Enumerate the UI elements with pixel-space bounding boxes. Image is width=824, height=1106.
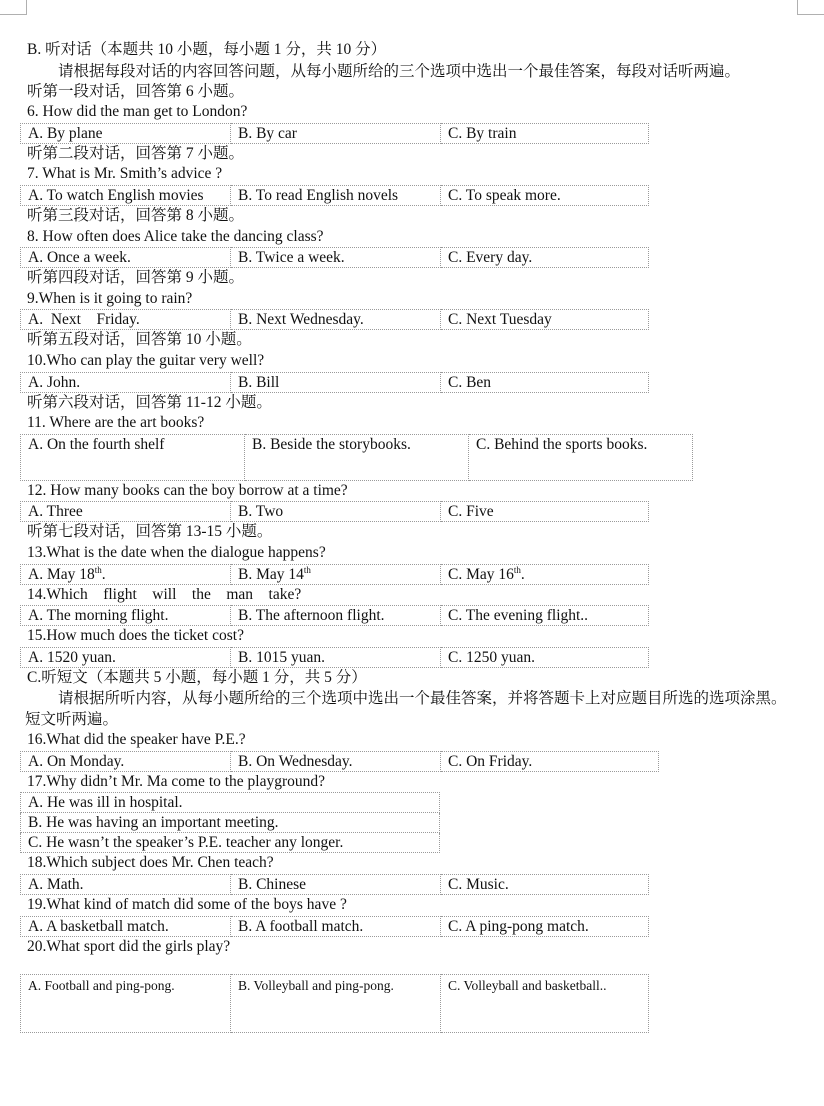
option-c[interactable]: C. Music. xyxy=(441,875,649,895)
question-16: 16.What did the speaker have P.E.? xyxy=(27,731,246,749)
question-19-options xyxy=(20,916,649,937)
option-b[interactable]: B. Two xyxy=(231,502,441,522)
option-b[interactable]: B. Bill xyxy=(231,372,441,392)
page-corner-mark-right xyxy=(797,0,824,15)
option-b[interactable]: B. Twice a week. xyxy=(231,248,441,268)
option-b[interactable] xyxy=(231,564,441,584)
option-b[interactable]: B. 1015 yuan. xyxy=(231,647,441,667)
option-b[interactable]: B. Chinese xyxy=(231,875,441,895)
question-17: 17.Why didn’t Mr. Ma come to the playground? xyxy=(27,772,326,790)
question-18-options xyxy=(20,874,649,895)
option-c-period: . xyxy=(520,565,525,583)
option-a[interactable]: A. He was ill in hospital. xyxy=(21,793,440,813)
question-11: 11. Where are the art books? xyxy=(27,414,205,432)
question-12: 12. How many books can the boy borrow at a time? xyxy=(27,481,348,499)
option-a-period: . xyxy=(101,565,106,583)
question-13-options xyxy=(20,564,649,585)
question-8-options xyxy=(20,247,649,268)
option-a[interactable]: A. Once a week. xyxy=(21,248,231,268)
option-a[interactable]: A. 1520 yuan. xyxy=(21,647,231,667)
question-13: 13.What is the date when the dialogue happens? xyxy=(27,543,326,561)
section-b-title: B. 听对话（本题共 10 小题，每小题 1 分，共 10 分） xyxy=(27,41,387,58)
section-b-instruction: 请根据每段对话的内容回答问题，从每小题所给的三个选项中选出一个最佳答案，每段对话听两遍。 xyxy=(58,62,741,80)
question-10-options xyxy=(20,372,649,393)
ordinal-suffix: th xyxy=(303,564,311,575)
question-7: 7. What is Mr. Smith’s advice ? xyxy=(27,165,223,183)
ordinal-suffix: th xyxy=(94,564,102,575)
question-20-options xyxy=(20,974,649,1033)
question-8: 8. How often does Alice take the dancing class? xyxy=(27,227,324,245)
option-b[interactable]: B. A football match. xyxy=(231,916,441,936)
option-a[interactable]: A. On the fourth shelf xyxy=(21,434,245,480)
option-b[interactable]: B. To read English novels xyxy=(231,185,441,205)
question-18: 18.Which subject does Mr. Chen teach? xyxy=(27,854,274,872)
question-9: 9.When is it going to rain? xyxy=(27,289,193,307)
question-10: 10.Who can play the guitar very well? xyxy=(27,351,265,369)
option-c[interactable]: C. To speak more. xyxy=(441,185,649,205)
option-a[interactable]: A. A basketball match. xyxy=(21,916,231,936)
group-1-instruction: 听第一段对话，回答第 6 小题。 xyxy=(27,82,245,100)
option-c[interactable]: C. On Friday. xyxy=(441,751,659,771)
ordinal-suffix: th xyxy=(513,564,521,575)
question-12-options xyxy=(20,501,649,522)
question-6: 6. How did the man get to London? xyxy=(27,103,248,121)
option-c[interactable]: C. Behind the sports books. xyxy=(469,434,693,480)
option-b[interactable]: B. The afternoon flight. xyxy=(231,606,441,626)
section-c-title: C.听短文（本题共 5 小题，每小题 1 分，共 5 分） xyxy=(27,668,367,686)
option-a[interactable]: A. The morning flight. xyxy=(21,606,231,626)
option-a[interactable]: A. Math. xyxy=(21,875,231,895)
option-c[interactable]: C. Every day. xyxy=(441,248,649,268)
section-c-instruction: 请根据所听内容，从每小题所给的三个选项中选出一个最佳答案，并将答题卡上对应题目所选的选项涂黑。短文听两遍。 xyxy=(25,690,787,729)
question-19: 19.What kind of match did some of the boys have ? xyxy=(27,896,347,914)
group-5-instruction: 听第五段对话，回答第 10 小题。 xyxy=(27,331,252,349)
option-a[interactable]: A. Three xyxy=(21,502,231,522)
option-c[interactable]: C. A ping-pong match. xyxy=(441,916,649,936)
option-a[interactable]: A. To watch English movies xyxy=(21,185,231,205)
option-c[interactable]: C. Five xyxy=(441,502,649,522)
option-a[interactable] xyxy=(21,564,231,584)
question-9-options xyxy=(20,309,649,330)
option-a-text: A. May 18 xyxy=(28,565,95,583)
exam-page xyxy=(27,40,797,1033)
option-b[interactable]: B. On Wednesday. xyxy=(231,751,441,771)
option-c[interactable]: C. He wasn’t the speaker’s P.E. teacher any longer. xyxy=(21,833,440,853)
option-c[interactable] xyxy=(441,564,649,584)
option-b[interactable]: B. Next Wednesday. xyxy=(231,310,441,330)
question-16-options xyxy=(20,751,659,772)
option-b-text: B. May 14 xyxy=(238,565,304,583)
group-4-instruction: 听第四段对话，回答第 9 小题。 xyxy=(27,269,245,287)
group-7-instruction: 听第七段对话，回答第 13-15 小题。 xyxy=(27,523,273,541)
page-corner-mark-left xyxy=(0,0,27,15)
option-a[interactable]: A. On Monday. xyxy=(21,751,231,771)
option-a[interactable]: A. Football and ping-pong. xyxy=(21,975,231,1033)
option-c[interactable]: C. 1250 yuan. xyxy=(441,647,649,667)
option-a[interactable]: A. John. xyxy=(21,372,231,392)
option-c[interactable]: C. By train xyxy=(441,123,649,143)
group-6-instruction: 听第六段对话，回答第 11-12 小题。 xyxy=(27,393,272,411)
question-6-options xyxy=(20,123,649,144)
group-3-instruction: 听第三段对话，回答第 8 小题。 xyxy=(27,206,245,224)
option-c[interactable]: C. The evening flight.. xyxy=(441,606,649,626)
option-a[interactable]: A. By plane xyxy=(21,123,231,143)
option-c-text: C. May 16 xyxy=(448,565,514,583)
question-7-options xyxy=(20,185,649,206)
option-b[interactable]: B. Beside the storybooks. xyxy=(245,434,469,480)
option-b[interactable]: B. He was having an important meeting. xyxy=(21,813,440,833)
option-c[interactable]: C. Ben xyxy=(441,372,649,392)
question-14: 14.Which flight will the man take? xyxy=(27,585,302,603)
question-15-options xyxy=(20,647,649,668)
group-2-instruction: 听第二段对话，回答第 7 小题。 xyxy=(27,144,245,162)
option-c[interactable]: C. Volleyball and basketball.. xyxy=(441,975,649,1033)
question-15: 15.How much does the ticket cost? xyxy=(27,627,244,645)
question-11-options xyxy=(20,434,693,481)
option-b[interactable]: B. By car xyxy=(231,123,441,143)
option-a[interactable]: A. Next Friday. xyxy=(21,310,231,330)
question-17-options xyxy=(20,792,440,853)
question-14-options xyxy=(20,605,649,626)
question-20: 20.What sport did the girls play? xyxy=(27,937,231,955)
option-c[interactable]: C. Next Tuesday xyxy=(441,310,649,330)
option-b[interactable]: B. Volleyball and ping-pong. xyxy=(231,975,441,1033)
